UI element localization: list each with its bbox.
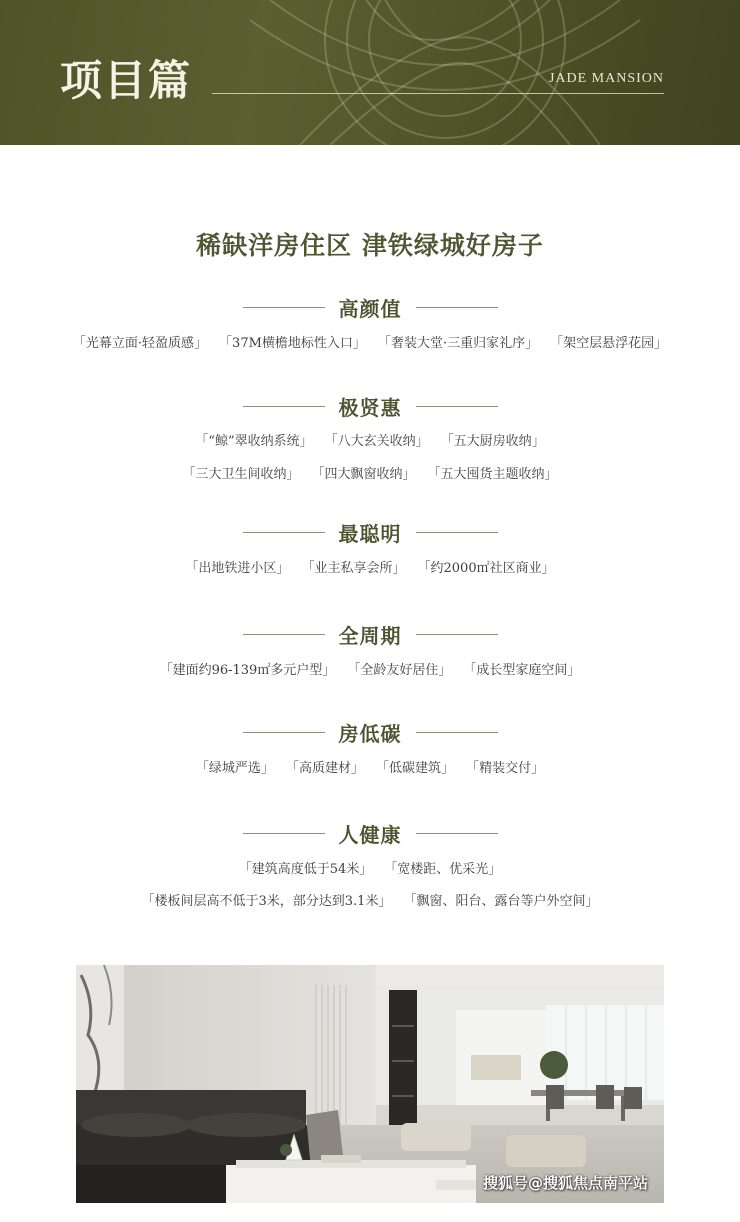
banner-divider bbox=[212, 93, 664, 94]
headline: 稀缺洋房住区 津铁绿城好房子 bbox=[196, 231, 544, 260]
header-banner bbox=[0, 0, 740, 145]
section-health bbox=[0, 818, 740, 917]
feature-tag: 「 五大囤货主题收纳 」 bbox=[428, 460, 558, 490]
divider-left bbox=[243, 634, 325, 635]
tag-row bbox=[0, 554, 740, 584]
section-header bbox=[0, 818, 740, 848]
tag-row bbox=[0, 427, 740, 457]
tag-row bbox=[0, 887, 740, 917]
feature-tag: 「 业主私享会所 」 bbox=[301, 554, 405, 584]
tag-row bbox=[0, 855, 740, 885]
feature-tag: 「 37M横檐地标性入口 」 bbox=[219, 329, 366, 359]
feature-tag: 「 精装交付 」 bbox=[466, 754, 544, 784]
section-low-carbon bbox=[0, 717, 740, 784]
section-header bbox=[0, 717, 740, 747]
tag-row bbox=[0, 754, 740, 784]
section-header bbox=[0, 517, 740, 547]
interior-photo bbox=[76, 965, 664, 1203]
feature-tag: 「 绿城严选 」 bbox=[196, 754, 274, 784]
feature-tag: 「 高质建材 」 bbox=[286, 754, 364, 784]
feature-tag: 「 五大厨房收纳 」 bbox=[441, 427, 545, 457]
feature-tag: 「 四大飘窗收纳 」 bbox=[311, 460, 415, 490]
feature-tag: 「 低碳建筑 」 bbox=[376, 754, 454, 784]
divider-left bbox=[243, 307, 325, 308]
feature-tag: 「 架空层悬浮花园 」 bbox=[550, 329, 667, 359]
feature-tag: 「 约2000㎡社区商业 」 bbox=[417, 554, 554, 584]
section-title: 房低碳 bbox=[338, 721, 402, 746]
divider-right bbox=[416, 406, 498, 407]
divider-left bbox=[243, 406, 325, 407]
section-lifecycle bbox=[0, 619, 740, 686]
feature-tag: 「 三大卫生间收纳 」 bbox=[182, 460, 299, 490]
section-title: 极贤惠 bbox=[338, 395, 402, 420]
divider-right bbox=[416, 732, 498, 733]
section-header bbox=[0, 619, 740, 649]
watermark: 搜狐号@搜狐焦点南平站 bbox=[482, 1174, 648, 1192]
section-title: 全周期 bbox=[338, 623, 402, 648]
living-room-illustration bbox=[76, 965, 664, 1203]
divider-left bbox=[243, 532, 325, 533]
section-appearance bbox=[0, 292, 740, 359]
divider-right bbox=[416, 833, 498, 834]
tag-row bbox=[0, 329, 740, 359]
feature-tag: 「 成长型家庭空间 」 bbox=[463, 656, 580, 686]
banner-title: 项目篇 bbox=[60, 56, 193, 105]
section-storage bbox=[0, 391, 740, 490]
feature-tag: 「 建面约96-139㎡多元户型 」 bbox=[160, 656, 336, 686]
feature-tag: 「 全龄友好居住 」 bbox=[347, 656, 451, 686]
feature-tag: 「 建筑高度低于54米 」 bbox=[239, 855, 373, 885]
section-title: 最聪明 bbox=[338, 521, 402, 546]
feature-tag: 「 八大玄关收纳 」 bbox=[325, 427, 429, 457]
banner-subtitle: JADE MANSION bbox=[548, 71, 664, 86]
divider-left bbox=[243, 732, 325, 733]
feature-tag: 「 奢装大堂·三重归家礼序 」 bbox=[378, 329, 538, 359]
feature-tag: 「 飘窗、阳台、露台等户外空间 」 bbox=[403, 887, 598, 917]
section-smart bbox=[0, 517, 740, 584]
feature-tag: 「 宽楼距、优采光 」 bbox=[384, 855, 501, 885]
divider-right bbox=[416, 634, 498, 635]
feature-tag: 「 楼板间层高不低于3米，部分达到3.1米 」 bbox=[141, 887, 391, 917]
feature-tag: 「 光幕立面·轻盈质感 」 bbox=[73, 329, 207, 359]
divider-right bbox=[416, 532, 498, 533]
section-header bbox=[0, 292, 740, 322]
tag-row bbox=[0, 460, 740, 490]
divider-right bbox=[416, 307, 498, 308]
section-title: 人健康 bbox=[338, 822, 402, 847]
divider-left bbox=[243, 833, 325, 834]
section-header bbox=[0, 391, 740, 421]
feature-tag: 「 “鲸”翠收纳系统 」 bbox=[195, 427, 312, 457]
tag-row bbox=[0, 656, 740, 686]
feature-tag: 「 出地铁进小区 」 bbox=[185, 554, 289, 584]
section-title: 高颜值 bbox=[338, 296, 402, 321]
